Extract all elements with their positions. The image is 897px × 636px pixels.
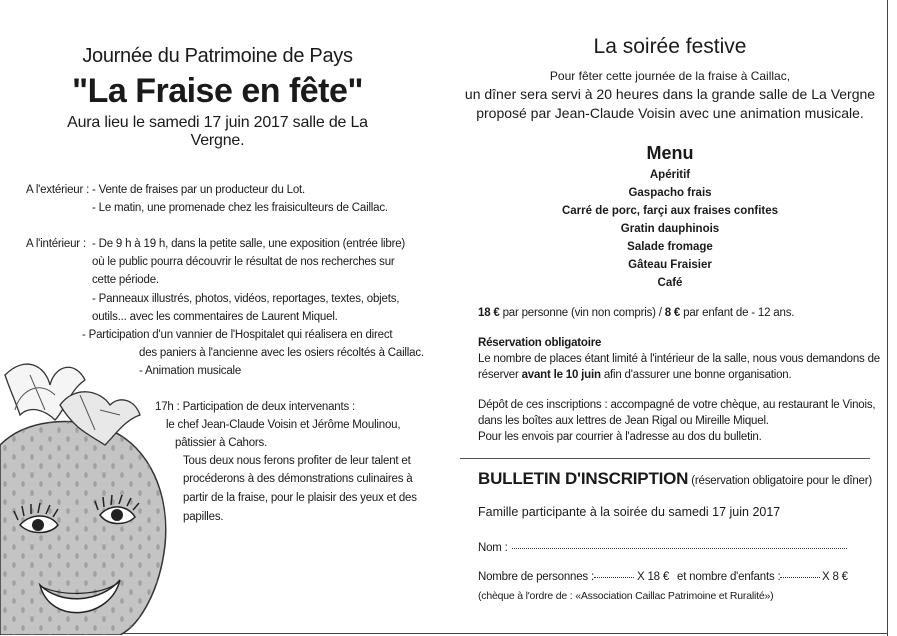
menu-title: Menu [646,143,694,163]
depot-line-3: Pour les envois par courrier à l'adresse au dos du bulletin. [478,431,762,443]
nom-label: Nom : [478,542,508,554]
reservation-title: Réservation obligatoire [478,337,602,349]
depot-line-1: Dépôt de ces inscriptions : accompagné de votre chèque, au restaurant le Vinois, [478,399,876,411]
interieur-line-5: outils... avec les commentaires de Laurent Miquel. [92,311,338,323]
menu-list [470,166,870,292]
bulletin-subtitle: (réservation obligatoire pour le dîner) [688,475,873,487]
interieur-line-1: - De 9 h à 19 h, dans la petite salle, une exposition (entrée libre) [92,238,406,250]
depot-line-2: dans les boîtes aux lettres de Jean Rigal ou Mireille Miquel. [478,415,769,427]
exterieur-line-1: - Vente de fraises par un producteur du Lot. [92,184,306,196]
left-title-date: Aura lieu le samedi 17 juin 2017 salle de La Vergne. [67,114,368,149]
interieur-line-4: - Panneaux illustrés, photos, vidéos, reportages, textes, objets, [92,293,400,305]
evening-line-5: procéderons à des démonstrations culinaires à [183,473,413,485]
price-x18: X 18 € [637,571,670,583]
menu-item: Apéritif [649,169,691,181]
interieur-label: A l'intérieur : [26,238,86,250]
interieur-line-7: des paniers à l'ancienne avec les osiers récoltés à Caillac. [139,347,424,359]
intro-line-1: Pour fêter cette journée de la fraise à Caillac, [549,69,791,83]
interieur-line-8: - Animation musicale [139,365,242,377]
soiree-title: La soirée festive [593,35,747,58]
nom-field[interactable] [512,538,847,549]
menu-item: Gratin dauphinois [620,223,720,235]
page-edge-right [887,0,888,636]
evening-line-1: 17h : Participation de deux intervenants : [155,401,356,413]
exterieur-label: A l'extérieur : [26,184,90,196]
interieur-line-3: cette période. [92,274,159,286]
menu-item: Salade fromage [627,241,713,253]
evening-line-7: papilles. [183,511,224,523]
intro-line-3: proposé par Jean-Claude Voisin avec une animation musicale. [476,105,864,121]
left-title-line1: Journée du Patrimoine de Pays [82,45,353,67]
exterieur-line-2: - Le matin, une promenade chez les fraisiculteurs de Caillac. [92,202,388,214]
interieur-line-2: où le public pourra découvrir le résultat de nos recherches sur [92,256,395,268]
evening-line-3: pâtissier à Cahors. [175,437,268,449]
price-adult: 18 € [478,307,500,319]
menu-item: Gaspacho frais [628,187,712,199]
nb-personnes-field[interactable] [594,567,634,578]
section-divider [460,458,870,459]
evening-line-6: partir de la fraise, pour le plaisir des yeux et des [183,492,417,504]
nb-personnes-label: Nombre de personnes : [478,571,594,583]
intro-line-2: un dîner sera servi à 20 heures dans la grande salle de La Vergne [464,86,876,102]
price-child: 8 € [664,307,681,319]
reservation-deadline: avant le 10 juin [521,369,601,381]
price-child-text: par enfant de - 12 ans. [680,307,795,319]
famille-text: Famille participante à la soirée du samedi 17 juin 2017 [478,505,781,519]
strawberry-illustration [0,335,175,635]
menu-item: Gâteau Fraisier [628,259,712,271]
reservation-text: afin d'assurer une bonne organisation. [600,369,792,381]
bulletin-heading: BULLETIN D'INSCRIPTION [478,469,689,488]
menu-item: Café [657,277,683,289]
bulletin-title [478,469,872,489]
evening-line-4: Tous deux nous ferons profiter de leur talent et [183,455,411,467]
reservation-text: réserver [478,369,522,381]
nb-enfants-label: et nombre d'enfants : [677,571,781,583]
price-x8: X 8 € [822,571,848,583]
menu-item: Carré de porc, farçi aux fraises confites [561,205,779,217]
nb-enfants-field[interactable] [780,567,820,578]
reservation-line-1: Le nombre de places étant limité à l'intérieur de la salle, nous vous demandons de [478,353,880,365]
left-title-main: "La Fraise en fête" [71,72,364,110]
evening-line-2: le chef Jean-Claude Voisin et Jérôme Moulinou, [166,419,401,431]
price-adult-text: par personne (vin non compris) / [499,307,665,319]
interieur-line-6: - Participation d'un vannier de l'Hospitalet qui réalisera en direct [82,329,393,341]
price-line [478,304,794,322]
cheque-text: (chèque à l'ordre de : «Association Caillac Patrimoine et Ruralité») [478,590,774,602]
soiree-intro [455,68,885,123]
reservation-line-2 [478,366,792,384]
